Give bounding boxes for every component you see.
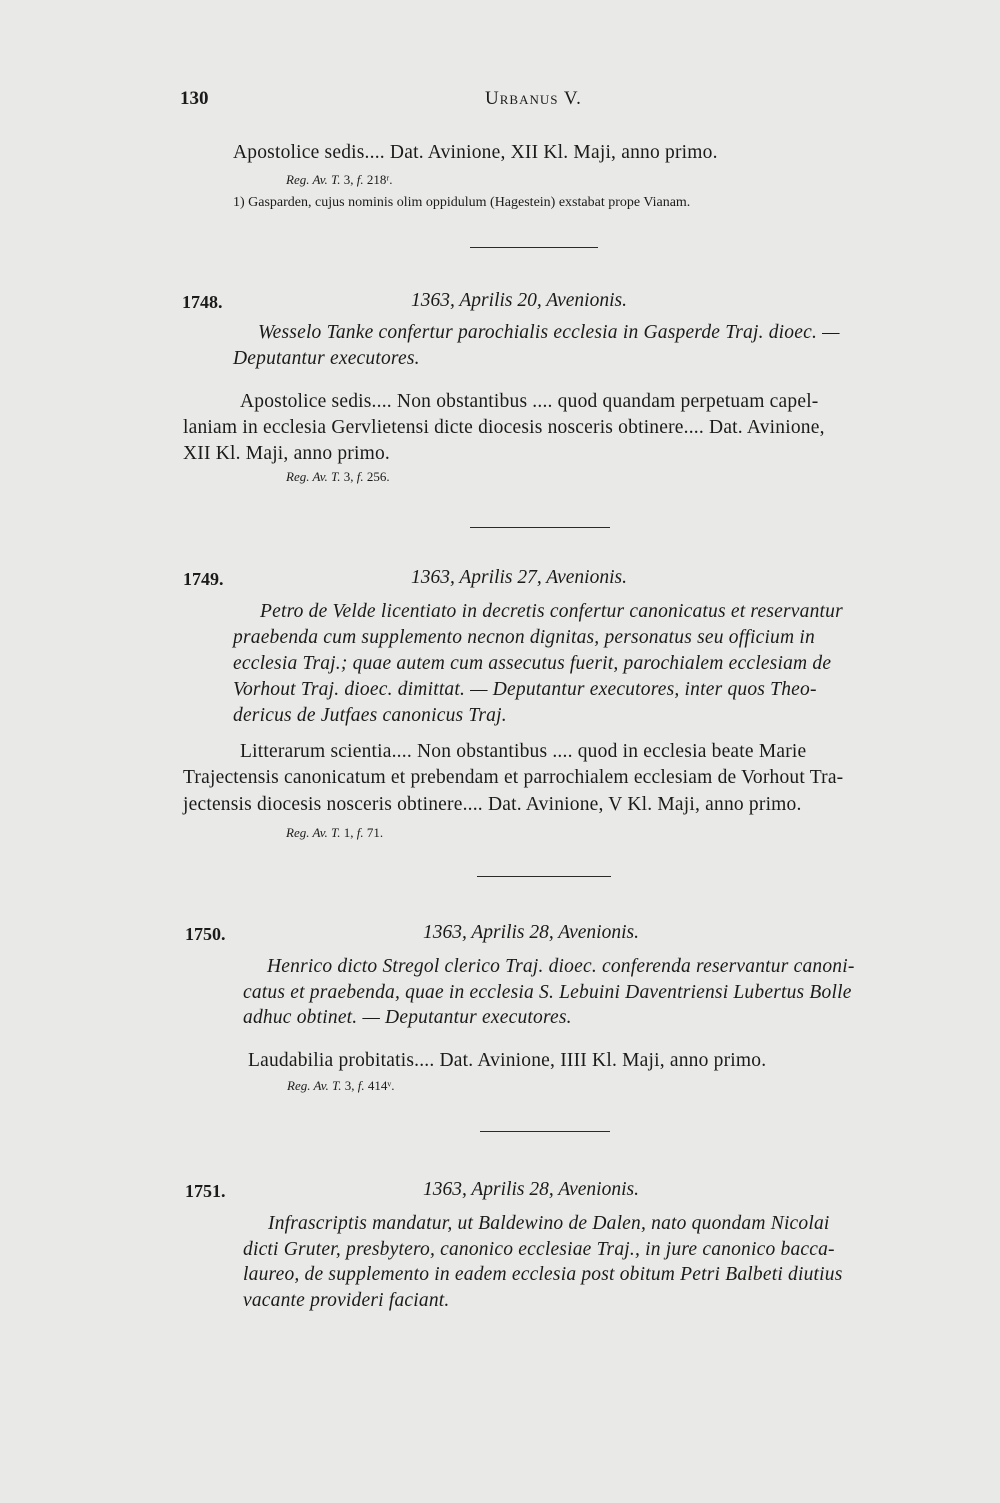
entry-summary-line: Wesselo Tanke confertur parochialis ecclesia in Gasperde Traj. dioec. — <box>258 322 840 343</box>
entry-summary-line: dicti Gruter, presbytero, canonico ecclesiae Traj., in jure canonico bacca- <box>243 1239 835 1260</box>
footnote: 1) Gasparden, cujus nominis olim oppidulum (Hagestein) exstabat prope Vianam. <box>233 195 691 210</box>
running-title: Urbanus V. <box>485 88 582 109</box>
entry-reference: Reg. Av. T. 1, f. 71. <box>286 825 384 840</box>
entry-summary-line: Deputantur executores. <box>233 348 420 369</box>
entry-summary-line: dericus de Jutfaes canonicus Traj. <box>233 705 507 726</box>
entry-text-line: Apostolice sedis.... Non obstantibus .... quod quandam perpetuam capel- <box>240 391 819 412</box>
entry-text-line: Trajectensis canonicatum et prebendam et parrochialem ecclesiam de Vorhout Tra- <box>183 767 844 788</box>
entry-summary-line: vacante provideri faciant. <box>243 1290 450 1311</box>
entry-summary-line: adhuc obtinet. — Deputantur executores. <box>243 1007 572 1028</box>
entry-summary-line: Vorhout Traj. dioec. dimittat. — Deputantur executores, inter quos Theo- <box>233 679 817 700</box>
entry-number: 1750. <box>185 924 226 944</box>
entry-date: 1363, Aprilis 28, Avenionis. <box>423 922 639 943</box>
entry-text-line: Litterarum scientia.... Non obstantibus .... quod in ecclesia beate Marie <box>240 741 807 762</box>
entry-summary-line: Henrico dicto Stregol clerico Traj. dioec. conferenda reservantur canoni- <box>267 956 855 977</box>
entry-reference: Reg. Av. T. 3, f. 414ᵛ. <box>287 1078 395 1093</box>
top-text-line: Apostolice sedis.... Dat. Avinione, XII Kl. Maji, anno primo. <box>233 142 718 163</box>
entry-number: 1751. <box>185 1181 226 1201</box>
entry-summary-line: praebenda cum supplemento necnon dignitas, personatus seu officium in <box>233 627 815 648</box>
entry-summary-line: ecclesia Traj.; quae autem cum assecutus fuerit, parochialem ecclesiam de <box>233 653 832 674</box>
entry-text-line: jectensis diocesis nosceris obtinere.... Dat. Avinione, V Kl. Maji, anno primo. <box>183 794 802 815</box>
entry-summary-line: catus et praebenda, quae in ecclesia S. Lebuini Daventriensi Lubertus Bolle <box>243 982 852 1003</box>
entry-summary-line: Infrascriptis mandatur, ut Baldewino de Dalen, nato quondam Nicolai <box>268 1213 830 1234</box>
entry-date: 1363, Aprilis 27, Avenionis. <box>411 567 627 588</box>
section-divider <box>470 247 598 248</box>
entry-text-line: XII Kl. Maji, anno primo. <box>183 443 391 464</box>
section-divider <box>477 876 611 877</box>
entry-text-line: Laudabilia probitatis.... Dat. Avinione, IIII Kl. Maji, anno primo. <box>248 1050 767 1071</box>
entry-text-line: laniam in ecclesia Gervlietensi dicte diocesis nosceris obtinere.... Dat. Avinione, <box>183 417 825 438</box>
entry-summary-line: laureo, de supplemento in eadem ecclesia post obitum Petri Balbeti diutius <box>243 1264 843 1285</box>
entry-date: 1363, Aprilis 28, Avenionis. <box>423 1179 639 1200</box>
page-number: 130 <box>180 88 209 109</box>
entry-summary-line: Petro de Velde licentiato in decretis confertur canonicatus et reservantur <box>260 601 843 622</box>
entry-reference: Reg. Av. T. 3, f. 256. <box>286 469 390 484</box>
section-divider <box>470 527 610 528</box>
entry-number: 1748. <box>182 292 223 312</box>
entry-number: 1749. <box>183 569 224 589</box>
entry-date: 1363, Aprilis 20, Avenionis. <box>411 290 627 311</box>
top-reference: Reg. Av. T. 3, f. 218ʳ. <box>286 172 393 187</box>
section-divider <box>480 1131 610 1132</box>
